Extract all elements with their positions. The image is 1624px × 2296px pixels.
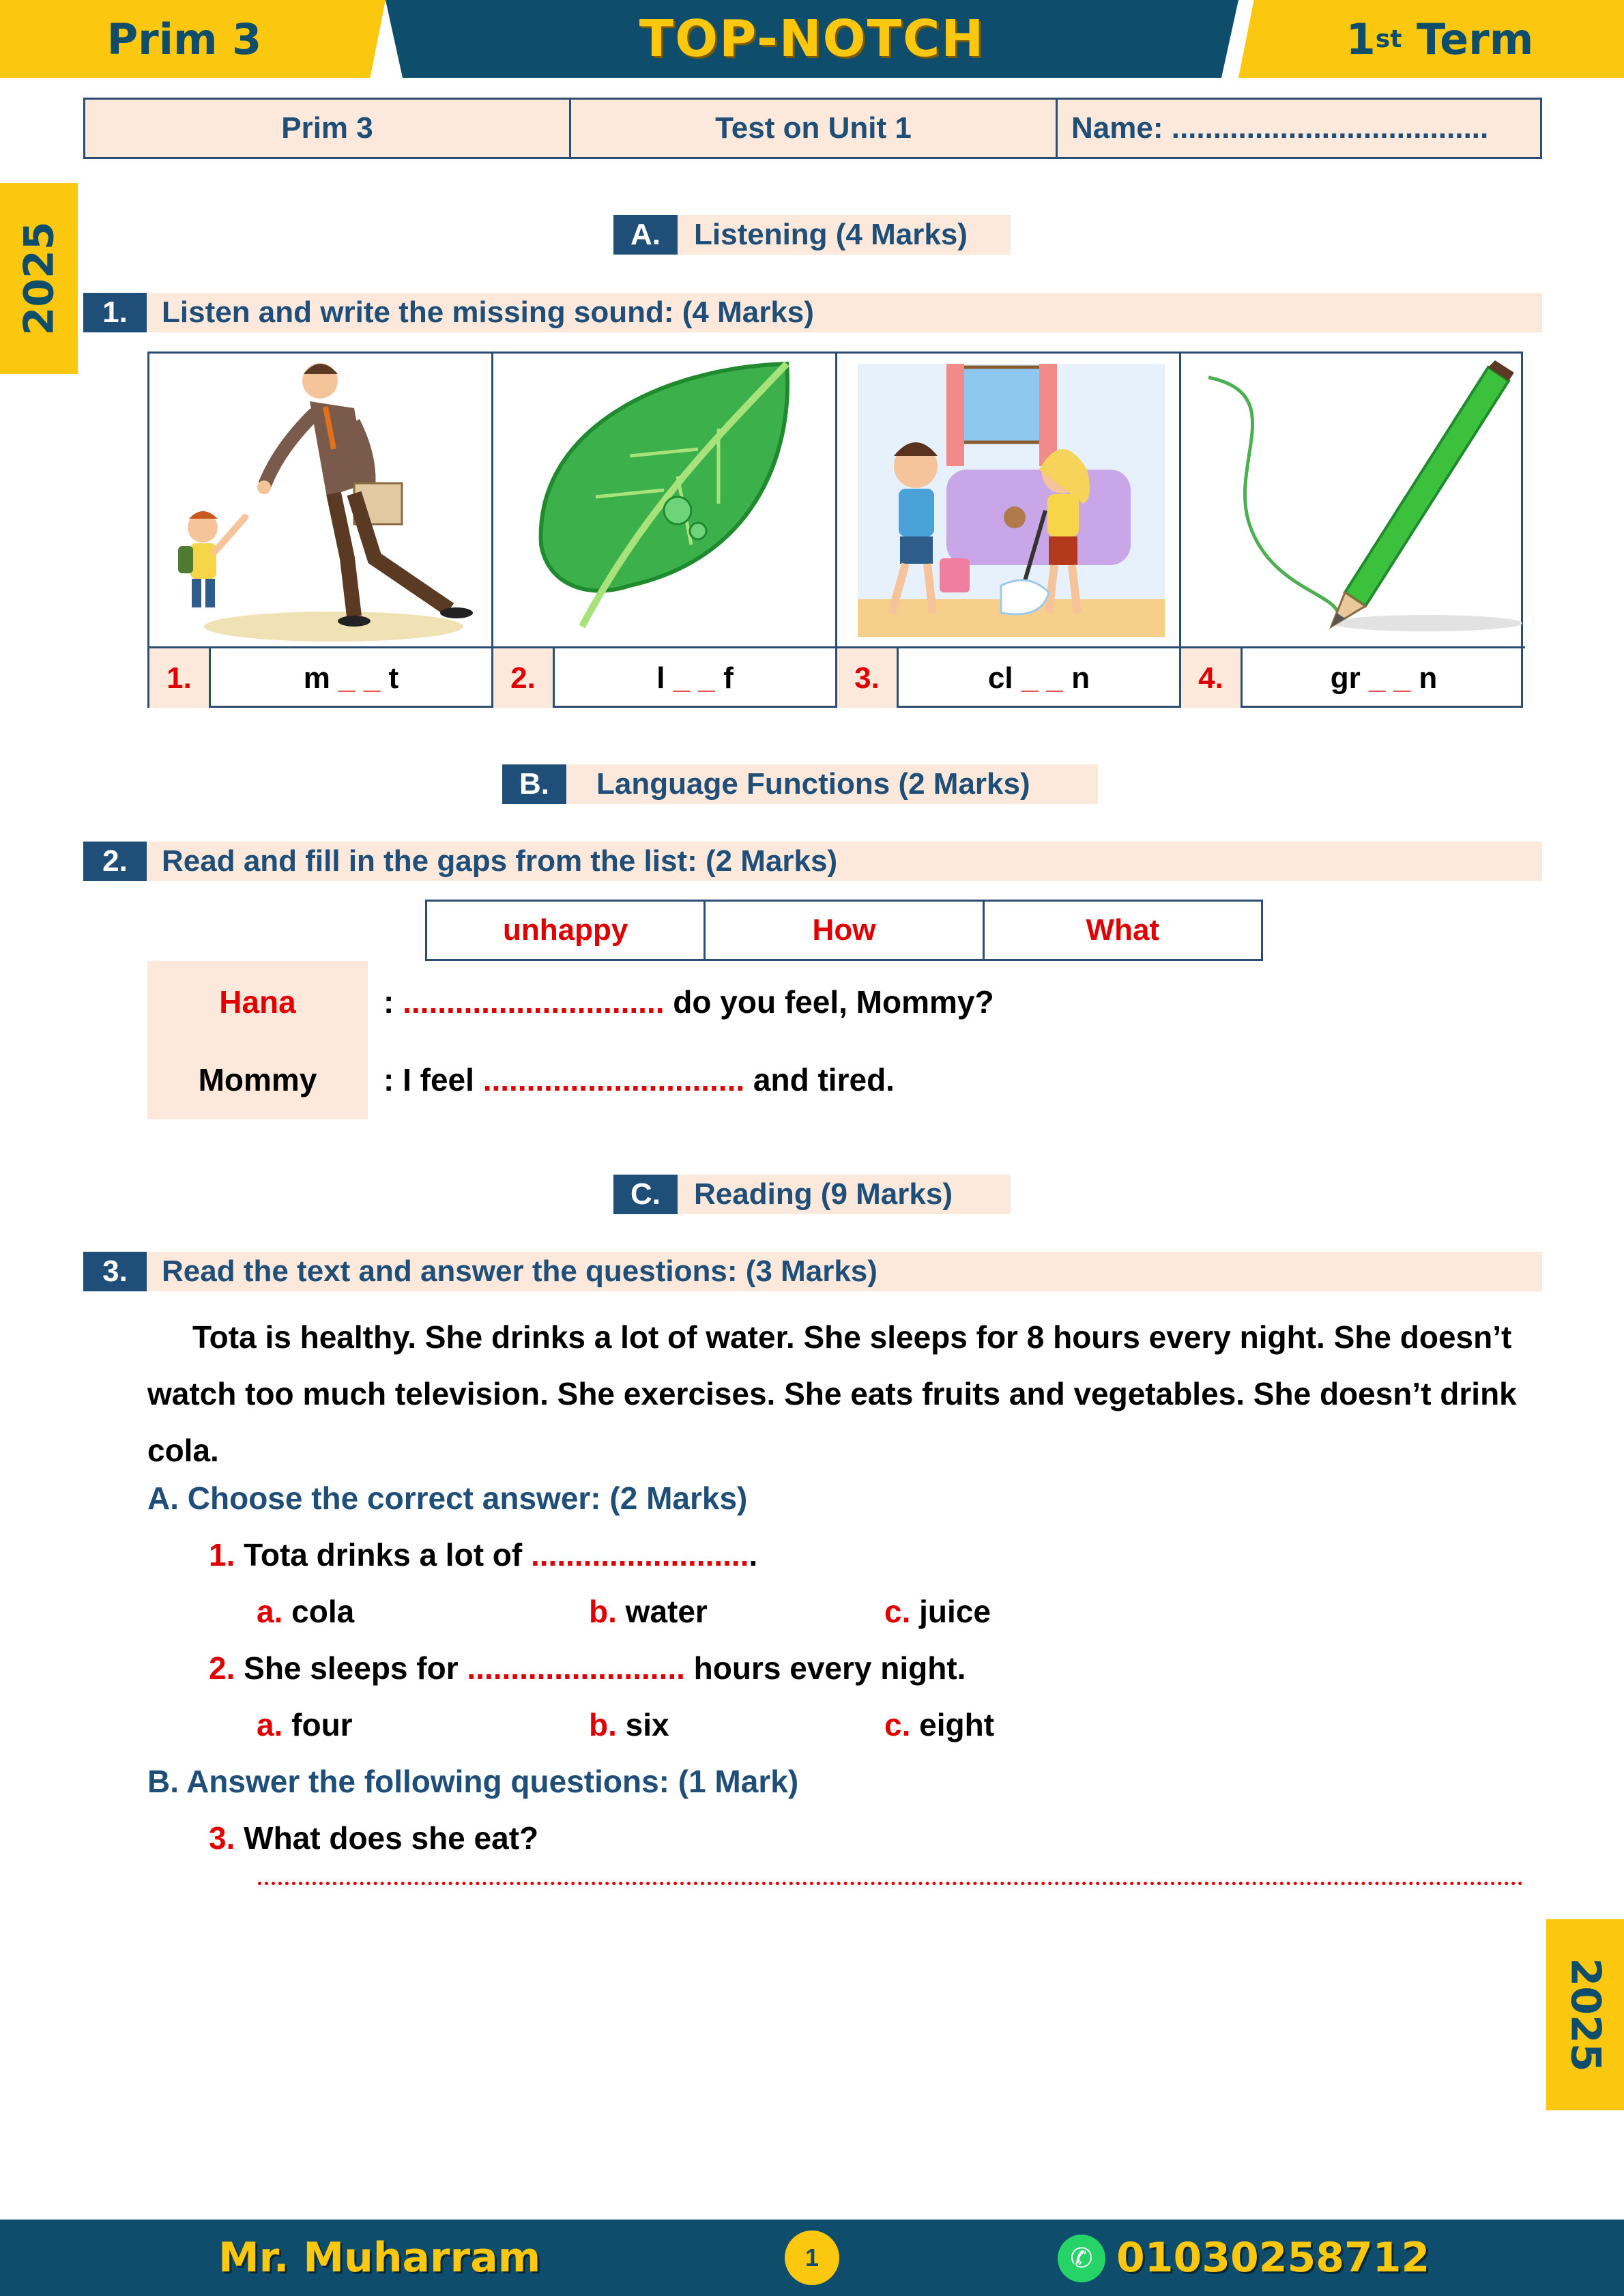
option-letter: c. bbox=[884, 1594, 911, 1629]
item-number: 3. bbox=[837, 648, 899, 708]
speaker-hana: Hana bbox=[219, 984, 296, 1020]
header-grade: Prim 3 bbox=[106, 14, 262, 64]
question-1-number: 1. bbox=[83, 293, 147, 332]
dialog-line-2[interactable] bbox=[383, 1061, 895, 1098]
section-b-title: Language Functions (2 Marks) bbox=[596, 767, 1030, 801]
mcq-1-option-c[interactable] bbox=[884, 1593, 991, 1630]
term-number: 1 bbox=[1346, 14, 1376, 64]
item-number: 2. bbox=[493, 648, 555, 708]
section-c-heading bbox=[613, 1175, 1011, 1214]
option-letter: a. bbox=[257, 1707, 283, 1742]
mcq-2-option-b[interactable] bbox=[589, 1706, 669, 1743]
picture-cell bbox=[149, 354, 493, 648]
brand-logo-text: TOP-NOTCH bbox=[639, 10, 985, 68]
year-tab-left bbox=[0, 183, 78, 374]
missing-letters: _ _ bbox=[673, 661, 715, 695]
question-1-title: Listen and write the missing sound: (4 Marks) bbox=[162, 296, 814, 329]
leaf-icon bbox=[493, 354, 837, 648]
mcq-2-option-a[interactable] bbox=[257, 1706, 353, 1743]
term-ordinal: st bbox=[1375, 25, 1402, 53]
question-3-title: Read the text and answer the questions: (3 Marks) bbox=[162, 1254, 878, 1288]
part-b-heading: B. Answer the following questions: (1 Mark) bbox=[147, 1764, 799, 1799]
green-pencil-icon bbox=[1181, 354, 1525, 648]
dialog-text: : bbox=[383, 984, 403, 1020]
word-bank-item: unhappy bbox=[503, 913, 628, 947]
mcq-text: She sleeps for bbox=[235, 1650, 467, 1686]
option-text: four bbox=[282, 1707, 353, 1742]
section-b-tag: B. bbox=[502, 764, 566, 804]
question-2-number: 2. bbox=[83, 842, 147, 881]
year-label: 2025 bbox=[1561, 1957, 1609, 2072]
section-c-tag: C. bbox=[613, 1175, 678, 1214]
reading-passage: Tota is healthy. She drinks a lot of water. She sleeps for 8 hours every night. She doesn’t watch too much television. She exercises. She eats fruits and vegetables. She doesn’t drink cola. bbox=[147, 1319, 1517, 1468]
dialog-text: : I feel bbox=[383, 1062, 483, 1097]
phone-number: 01030258712 bbox=[1116, 2234, 1430, 2282]
mcq-2-option-c[interactable] bbox=[884, 1706, 994, 1743]
word-part: cl bbox=[987, 661, 1021, 695]
section-c-title: Reading (9 Marks) bbox=[694, 1177, 953, 1211]
info-table bbox=[83, 98, 1542, 159]
teacher-name: Mr. Muharram bbox=[218, 2234, 541, 2282]
year-tab-right bbox=[1546, 1919, 1624, 2110]
option-text: eight bbox=[910, 1707, 995, 1742]
answer-line[interactable] bbox=[258, 1878, 1523, 1885]
picture-grid bbox=[147, 351, 1523, 708]
answer-blank: .............................. bbox=[403, 984, 665, 1020]
section-a-title: Listening (4 Marks) bbox=[694, 218, 968, 251]
section-a-heading bbox=[613, 215, 1011, 255]
mcq-1-option-a[interactable] bbox=[257, 1593, 354, 1630]
question-number: 3. bbox=[209, 1820, 235, 1856]
answer-blank: ......................... bbox=[467, 1650, 685, 1686]
option-letter: a. bbox=[257, 1594, 283, 1629]
answer-cell bbox=[1181, 648, 1525, 708]
question-1-heading bbox=[83, 293, 1542, 332]
page-number: 1 bbox=[785, 2230, 839, 2285]
option-letter: b. bbox=[589, 1594, 617, 1629]
info-grade: Prim 3 bbox=[85, 100, 571, 157]
word-blank-3[interactable] bbox=[899, 648, 1179, 708]
word-part: l bbox=[656, 661, 673, 695]
info-name-field[interactable]: Name: ...................................... bbox=[1071, 111, 1489, 145]
word-part: m bbox=[303, 661, 339, 695]
word-bank-item: How bbox=[704, 902, 982, 959]
section-b-heading bbox=[502, 764, 1098, 804]
question-2-heading bbox=[83, 842, 1542, 881]
mcq-text: . bbox=[749, 1537, 758, 1573]
question-3-heading bbox=[83, 1252, 1542, 1291]
option-letter: b. bbox=[589, 1707, 617, 1742]
answer-blank: .............................. bbox=[482, 1062, 745, 1097]
dialog-text: do you feel, Mommy? bbox=[664, 984, 994, 1020]
picture-cell bbox=[837, 354, 1181, 648]
section-a-tag: A. bbox=[613, 215, 678, 255]
speaker-mommy: Mommy bbox=[198, 1062, 317, 1097]
dialog-text: and tired. bbox=[744, 1062, 895, 1097]
item-number: 4. bbox=[1181, 648, 1243, 708]
kids-cleaning-icon bbox=[837, 354, 1181, 648]
option-letter: c. bbox=[884, 1707, 911, 1742]
missing-letters: _ _ bbox=[338, 661, 381, 695]
header-term bbox=[1256, 0, 1624, 78]
mcq-number: 2. bbox=[209, 1650, 235, 1686]
man-greeting-boy-icon bbox=[149, 354, 493, 648]
mcq-number: 1. bbox=[209, 1537, 235, 1573]
option-text: water bbox=[616, 1594, 708, 1629]
mcq-1-stem bbox=[209, 1536, 757, 1573]
mcq-1-option-b[interactable] bbox=[589, 1593, 708, 1630]
mcq-2-stem bbox=[209, 1650, 966, 1687]
missing-letters: _ _ bbox=[1368, 661, 1411, 695]
info-test-title: Test on Unit 1 bbox=[571, 100, 1058, 157]
question-text: What does she eat? bbox=[235, 1820, 539, 1856]
word-part: gr bbox=[1330, 661, 1369, 695]
option-text: cola bbox=[282, 1594, 355, 1629]
picture-cell bbox=[1181, 354, 1525, 648]
dialog-line-1[interactable] bbox=[383, 984, 994, 1020]
question-3-number: 3. bbox=[83, 1252, 147, 1291]
answer-cell bbox=[837, 648, 1181, 708]
mcq-text: hours every night. bbox=[684, 1650, 966, 1686]
question-2-title: Read and fill in the gaps from the list: (2 Marks) bbox=[162, 844, 838, 878]
option-text: six bbox=[616, 1707, 669, 1742]
word-bank bbox=[425, 900, 1263, 961]
word-part: f bbox=[714, 661, 734, 695]
mcq-text: Tota drinks a lot of bbox=[235, 1537, 531, 1573]
word-part: n bbox=[1410, 661, 1438, 695]
term-word: Term bbox=[1417, 14, 1534, 64]
year-label: 2025 bbox=[15, 221, 63, 336]
word-blank-4[interactable] bbox=[1243, 648, 1525, 708]
word-part: t bbox=[380, 661, 399, 695]
word-blank-1[interactable] bbox=[211, 648, 491, 708]
whatsapp-icon: ✆ bbox=[1058, 2235, 1105, 2282]
answer-blank: ......................... bbox=[530, 1537, 749, 1573]
word-part: n bbox=[1062, 661, 1090, 695]
picture-cell bbox=[493, 354, 837, 648]
item-number: 1. bbox=[149, 648, 211, 708]
option-text: juice bbox=[910, 1594, 991, 1629]
word-blank-2[interactable] bbox=[555, 648, 835, 708]
open-question-3 bbox=[209, 1820, 538, 1856]
answer-cell bbox=[149, 648, 493, 708]
word-bank-item: What bbox=[983, 902, 1261, 959]
answer-cell bbox=[493, 648, 837, 708]
missing-letters: _ _ bbox=[1021, 661, 1063, 695]
part-a-heading: A. Choose the correct answer: (2 Marks) bbox=[147, 1480, 748, 1516]
